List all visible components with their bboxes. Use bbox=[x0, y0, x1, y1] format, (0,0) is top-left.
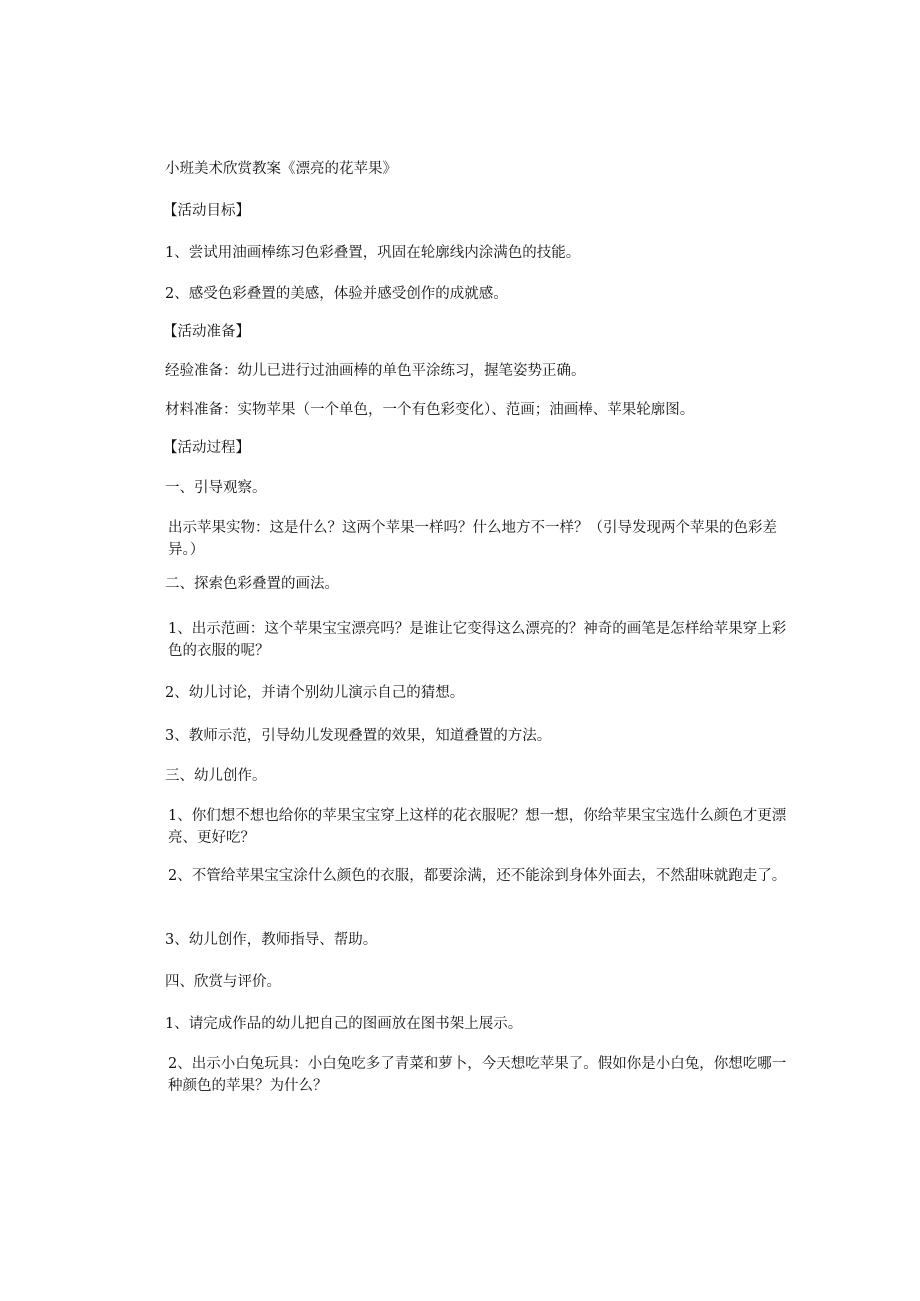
paragraph: 经验准备：幼儿已进行过油画棒的单色平涂练习，握笔姿势正确。 bbox=[165, 363, 586, 379]
section-heading-process: 【活动过程】 bbox=[163, 440, 250, 456]
paragraph: 1、出示范画：这个苹果宝宝漂亮吗？是谁让它变得这么漂亮的？神奇的画笔是怎样给苹果穿上彩色的衣服的呢？ bbox=[168, 621, 787, 659]
paragraph: 2、幼儿讨论，并请个别幼儿演示自己的猜想。 bbox=[165, 685, 465, 701]
section-heading-preparation: 【活动准备】 bbox=[163, 324, 250, 340]
paragraph: 1、请完成作品的幼儿把自己的图画放在图书架上展示。 bbox=[165, 1016, 523, 1032]
subsection-heading: 一、引导观察。 bbox=[165, 480, 267, 496]
paragraph: 2、不管给苹果宝宝涂什么颜色的衣服，都要涂满，还不能涂到身体外面去，不然甜味就跑走了。 bbox=[168, 868, 787, 884]
paragraph: 1、你们想不想也给你的苹果宝宝穿上这样的花衣服呢？想一想，你给苹果宝宝选什么颜色才更漂亮、更好吃？ bbox=[168, 808, 787, 846]
paragraph: 出示苹果实物：这是什么？这两个苹果一样吗？什么地方不一样？（引导发现两个苹果的色彩差异。） bbox=[168, 520, 777, 558]
paragraph: 3、幼儿创作，教师指导、帮助。 bbox=[165, 932, 378, 948]
paragraph: 2、感受色彩叠置的美感，体验并感受创作的成就感。 bbox=[165, 286, 508, 302]
section-heading-goals: 【活动目标】 bbox=[163, 203, 250, 219]
paragraph: 2、出示小白兔玩具：小白兔吃多了青菜和萝卜，今天想吃苹果了。假如你是小白兔，你想吃哪一种颜色的苹果？为什么？ bbox=[168, 1056, 787, 1094]
paragraph: 1、尝试用油画棒练习色彩叠置，巩固在轮廓线内涂满色的技能。 bbox=[165, 245, 581, 261]
paragraph: 材料准备：实物苹果（一个单色，一个有色彩变化）、范画；油画棒、苹果轮廓图。 bbox=[165, 402, 695, 418]
subsection-heading: 四、欣赏与评价。 bbox=[165, 974, 281, 990]
paragraph: 3、教师示范，引导幼儿发现叠置的效果，知道叠置的方法。 bbox=[165, 728, 552, 744]
subsection-heading: 二、探索色彩叠置的画法。 bbox=[165, 576, 339, 592]
document-title: 小班美术欣赏教案《漂亮的花苹果》 bbox=[165, 161, 397, 177]
subsection-heading: 三、幼儿创作。 bbox=[165, 768, 267, 784]
